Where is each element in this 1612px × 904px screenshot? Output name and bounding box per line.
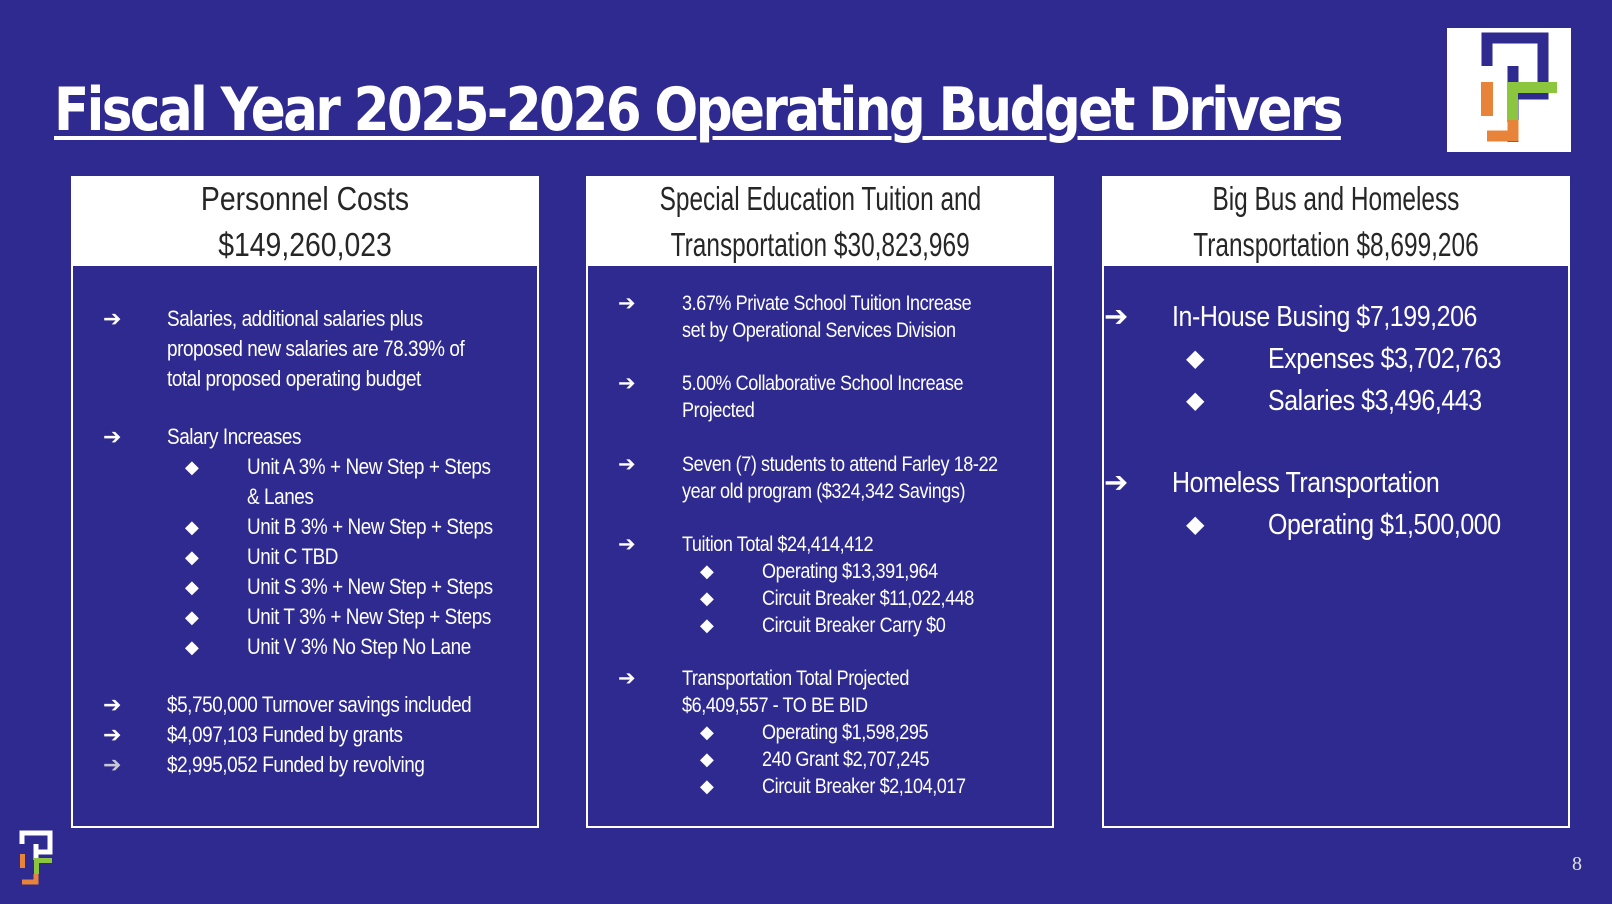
diamond-icon: ◆ — [1186, 511, 1204, 538]
sub-bullet-item: ◆ Unit T 3% + New Step + Steps — [185, 602, 531, 632]
arrow-icon: ➔ — [618, 533, 636, 556]
diamond-icon: ◆ — [1186, 387, 1204, 414]
sub-bullet-item: ◆ Unit C TBD — [185, 542, 353, 572]
arrow-icon: ➔ — [103, 722, 121, 747]
diamond-icon: ◆ — [700, 749, 714, 769]
sub-bullet-item: ◆ Operating $1,500,000 — [1186, 504, 1539, 546]
sub-bullet-item: ◆ Salaries $3,496,443 — [1186, 380, 1516, 422]
bullet-item: ➔ $4,097,103 Funded by grants — [103, 720, 441, 750]
panel-special-education — [586, 176, 1054, 828]
bullet-item: ➔ In-House Busing $7,199,206 — [1104, 296, 1527, 338]
diamond-icon: ◆ — [185, 637, 199, 657]
arrow-icon: ➔ — [618, 292, 636, 315]
page-number: 8 — [1572, 853, 1582, 875]
diamond-icon: ◆ — [700, 615, 714, 635]
bullet-item: ➔ 3.67% Private School Tuition Increase set by Operational Services Division — [618, 292, 972, 342]
sub-bullet-item: ◆ Circuit Breaker $11,022,448 — [700, 587, 974, 610]
diamond-icon: ◆ — [185, 457, 199, 477]
logo — [1447, 28, 1571, 152]
arrow-icon: ➔ — [618, 667, 636, 690]
logo-icon — [1447, 28, 1571, 152]
diamond-icon: ◆ — [700, 722, 714, 742]
diamond-icon: ◆ — [185, 607, 199, 627]
sub-bullet-item: ◆ 240 Grant $2,707,245 — [700, 748, 930, 771]
bullet-item: ➔ 5.00% Collaborative School Increase Projected — [618, 372, 964, 422]
bullet-item: ➔ $2,995,052 Funded by revolving — [103, 750, 466, 780]
diamond-icon: ◆ — [700, 588, 714, 608]
bullet-item: ➔ $5,750,000 Turnover savings included — [103, 690, 521, 720]
bullet-item: ➔ Tuition Total $24,414,412 — [618, 533, 874, 556]
diamond-icon: ◆ — [700, 561, 714, 581]
diamond-icon: ◆ — [185, 517, 199, 537]
arrow-icon: ➔ — [103, 424, 121, 449]
sub-bullet-item: ◆ Unit V 3% No Step No Lane — [185, 632, 507, 662]
diamond-icon: ◆ — [700, 776, 714, 796]
bullet-item: ➔ Salary Increases — [103, 422, 323, 452]
panel-big-bus-homeless — [1102, 176, 1570, 828]
diamond-icon: ◆ — [185, 577, 199, 597]
panel-personnel-costs — [71, 176, 539, 828]
page-title: Fiscal Year 2025-2026 Operating Budget Drivers — [54, 75, 1341, 145]
arrow-icon: ➔ — [618, 372, 636, 395]
bullet-item: ➔ Homeless Transportation — [1104, 462, 1483, 504]
corner-logo — [18, 830, 54, 891]
logo-icon — [18, 830, 54, 886]
bullet-item: ➔ Seven (7) students to attend Farley 18-22 year old program ($324,342 Savings) — [618, 453, 998, 503]
sub-bullet-item: ◆ Unit B 3% + New Step + Steps — [185, 512, 533, 542]
arrow-icon: ➔ — [618, 453, 636, 476]
panel-title: Special Education Tuition and Transportation $30,823,969 — [588, 178, 1052, 266]
sub-bullet-item: ◆ Operating $13,391,964 — [700, 560, 938, 583]
diamond-icon: ◆ — [1186, 345, 1204, 372]
sub-bullet-item: ◆ Operating $1,598,295 — [700, 721, 929, 744]
panel-title: Big Bus and Homeless Transportation $8,699,206 — [1104, 178, 1568, 266]
bullet-item: ➔ Salaries, additional salaries plus proposed new salaries are 78.39% of total proposed operating budget — [103, 304, 513, 394]
panel-title: Personnel Costs $149,260,023 — [73, 178, 537, 266]
sub-bullet-item: ◆ Circuit Breaker $2,104,017 — [700, 775, 966, 798]
sub-bullet-item: ◆ Unit A 3% + New Step + Steps & Lanes — [185, 452, 530, 512]
arrow-icon: ➔ — [103, 692, 121, 717]
sub-bullet-item: ◆ Circuit Breaker Carry $0 — [700, 614, 946, 637]
arrow-icon: ➔ — [103, 752, 121, 777]
arrow-icon: ➔ — [103, 306, 121, 331]
diamond-icon: ◆ — [185, 547, 199, 567]
arrow-icon: ➔ — [1104, 467, 1128, 499]
bullet-item: ➔ Transportation Total Projected $6,409,557 - TO BE BID — [618, 667, 910, 717]
sub-bullet-item: ◆ Expenses $3,702,763 — [1186, 338, 1539, 380]
arrow-icon: ➔ — [1104, 301, 1128, 333]
sub-bullet-item: ◆ Unit S 3% + New Step + Steps — [185, 572, 533, 602]
